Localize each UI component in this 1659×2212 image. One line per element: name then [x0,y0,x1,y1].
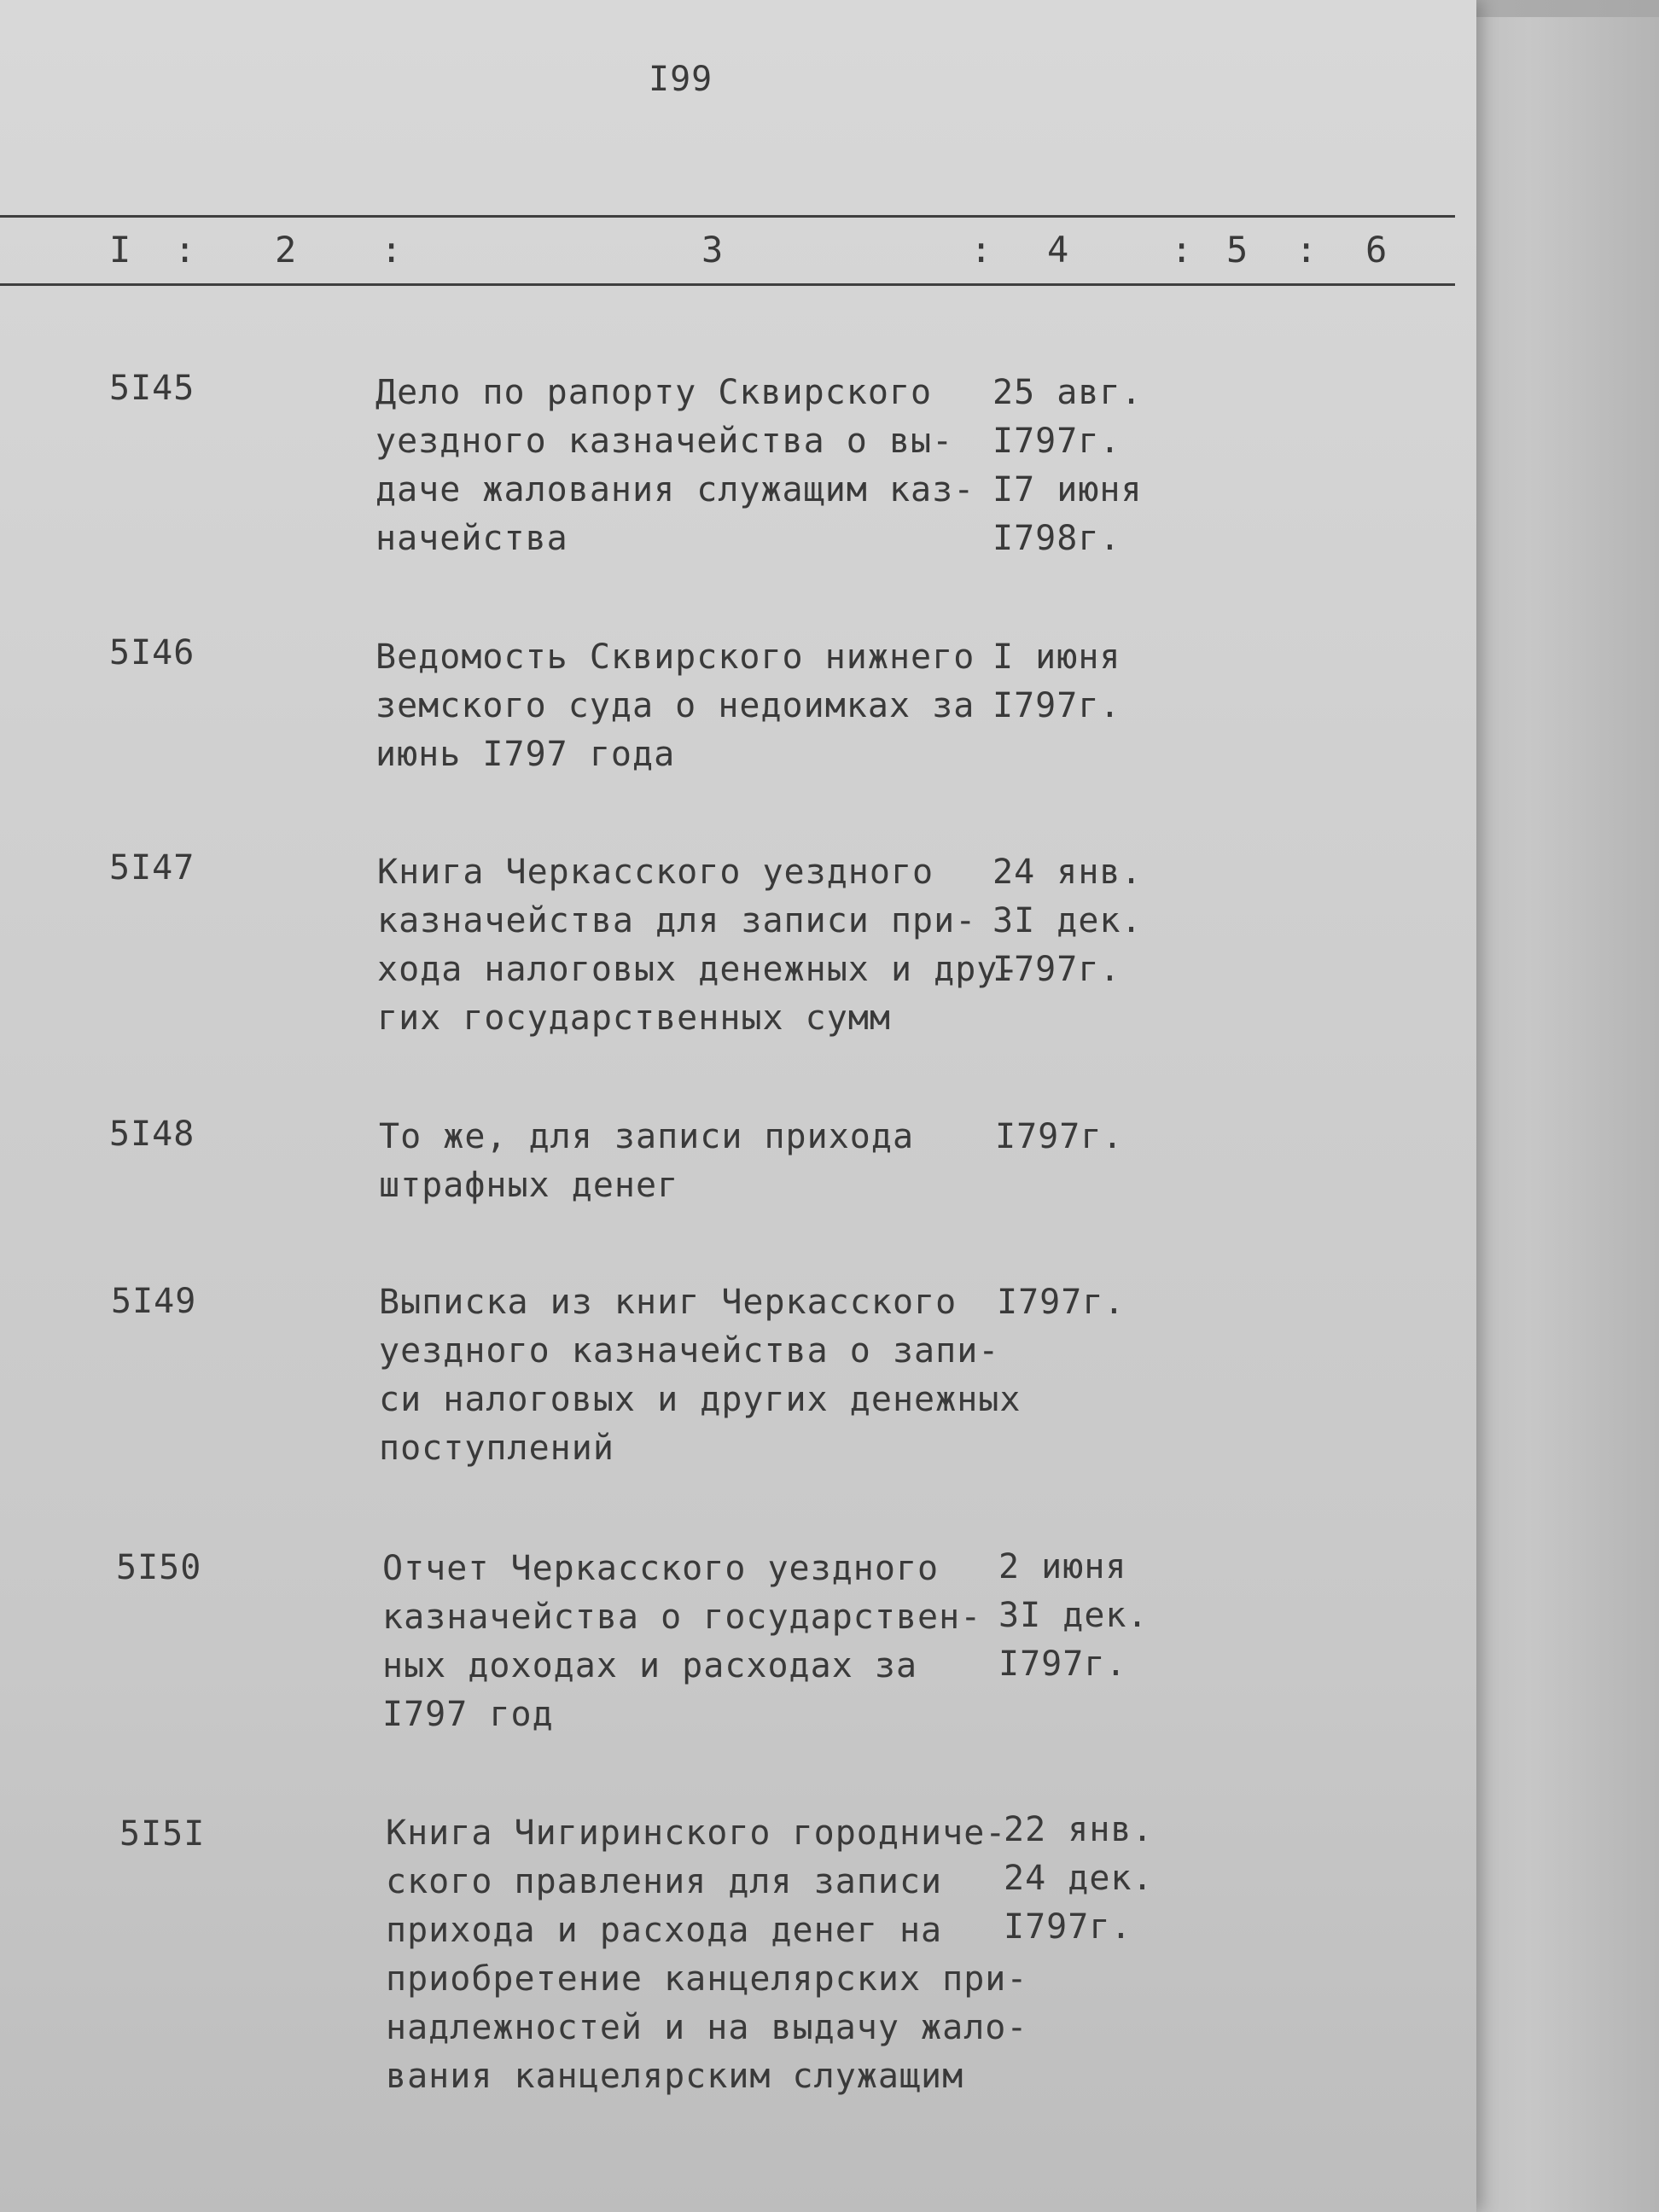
date-line: I797г. [1004,1907,1132,1947]
title-line: Выписка из книг Черкасского [379,1283,958,1322]
column-header-separator: : [1171,229,1194,271]
title-line: штрафных денег [379,1166,679,1205]
column-header-4: 4 [1047,229,1070,271]
date-line: 24 янв. [992,853,1143,892]
title-line: прихода и расхода денег на [386,1911,943,1950]
title-line: июнь I797 года [375,735,676,774]
entry-dates [992,848,1143,994]
title-line: ных доходах и расходах за [382,1646,918,1685]
title-line: То же, для записи прихода [379,1117,915,1156]
entry-number: 5I49 [111,1282,197,1321]
title-line: приобретение канцелярских при- [386,1959,1028,1999]
title-line: Дело по рапорту Сквирского [375,373,933,412]
column-header-6: 6 [1365,229,1388,271]
title-line: земского суда о недоимках за [375,686,975,725]
entry-dates [998,1543,1149,1689]
entry-title [375,369,975,563]
date-line: I7 июня [992,470,1143,509]
title-line: начейства [375,519,568,558]
column-header-3: 3 [701,229,725,271]
title-line: хода налоговых денежных и дру- [377,950,1020,989]
date-line: I797г. [992,422,1121,461]
entry-title [377,848,1019,1043]
entry-number: 5I47 [109,848,195,888]
entry-title [379,1278,1021,1473]
title-line: даче жалования служащим каз- [375,470,975,509]
entry-number: 5I48 [109,1115,195,1154]
column-header-separator: : [174,229,197,271]
entry-number: 5I45 [109,369,195,408]
date-line: I798г. [992,519,1121,558]
entry-number: 5I5I [119,1814,206,1854]
title-line: Отчет Черкасского уездного [382,1549,940,1588]
column-header-separator: : [970,229,993,271]
title-line: Книга Черкасского уездного [377,853,934,892]
date-line: I797г. [998,1644,1127,1684]
title-line: поступлений [379,1429,614,1468]
date-line: I797г. [992,950,1121,989]
title-line: надлежностей и на выдачу жало- [386,2008,1028,2047]
entry-title [375,633,975,779]
title-line: казначейства для записи при- [377,901,977,940]
date-line: 25 авг. [992,373,1143,412]
entry-dates [992,633,1121,731]
date-line: 24 дек. [1004,1859,1154,1898]
entry-number: 5I50 [116,1548,202,1587]
date-line: I июня [992,637,1121,677]
date-line: 22 янв. [1004,1810,1154,1849]
column-header-separator: : [381,229,404,271]
entry-title [386,1809,1027,2101]
title-line: Ведомость Сквирского нижнего [375,637,975,677]
date-line: 3I дек. [998,1596,1149,1635]
entry-number: 5I46 [109,633,195,672]
column-header-1: I [109,229,132,271]
title-line: уездного казначейства о запи- [379,1331,1000,1371]
entry-dates [997,1278,1126,1327]
title-line: ского правления для записи [386,1862,943,1901]
entry-dates [995,1113,1124,1161]
title-line: казначейства о государствен- [382,1598,982,1637]
column-header-2: 2 [275,229,298,271]
title-line: вания канцелярским служащим [386,2057,964,2096]
header-rule-bottom [0,283,1455,286]
column-header-5: 5 [1226,229,1249,271]
title-line: I797 год [382,1695,554,1734]
entry-dates [992,369,1143,563]
title-line: гих государственных сумм [377,998,891,1038]
column-header-separator: : [1295,229,1318,271]
entry-title [379,1113,914,1210]
entry-dates [1004,1806,1154,1952]
date-line: I797г. [995,1117,1124,1156]
entry-title [382,1545,981,1739]
title-line: Книга Чигиринского городниче- [386,1813,1007,1853]
title-line: си налоговых и других денежных [379,1380,1022,1419]
header-rule-top [0,215,1455,218]
date-line: I797г. [997,1283,1126,1322]
page-number: I99 [649,60,713,99]
date-line: I797г. [992,686,1121,725]
date-line: 3I дек. [992,901,1143,940]
title-line: уездного казначейства о вы- [375,422,954,461]
date-line: 2 июня [998,1547,1127,1586]
